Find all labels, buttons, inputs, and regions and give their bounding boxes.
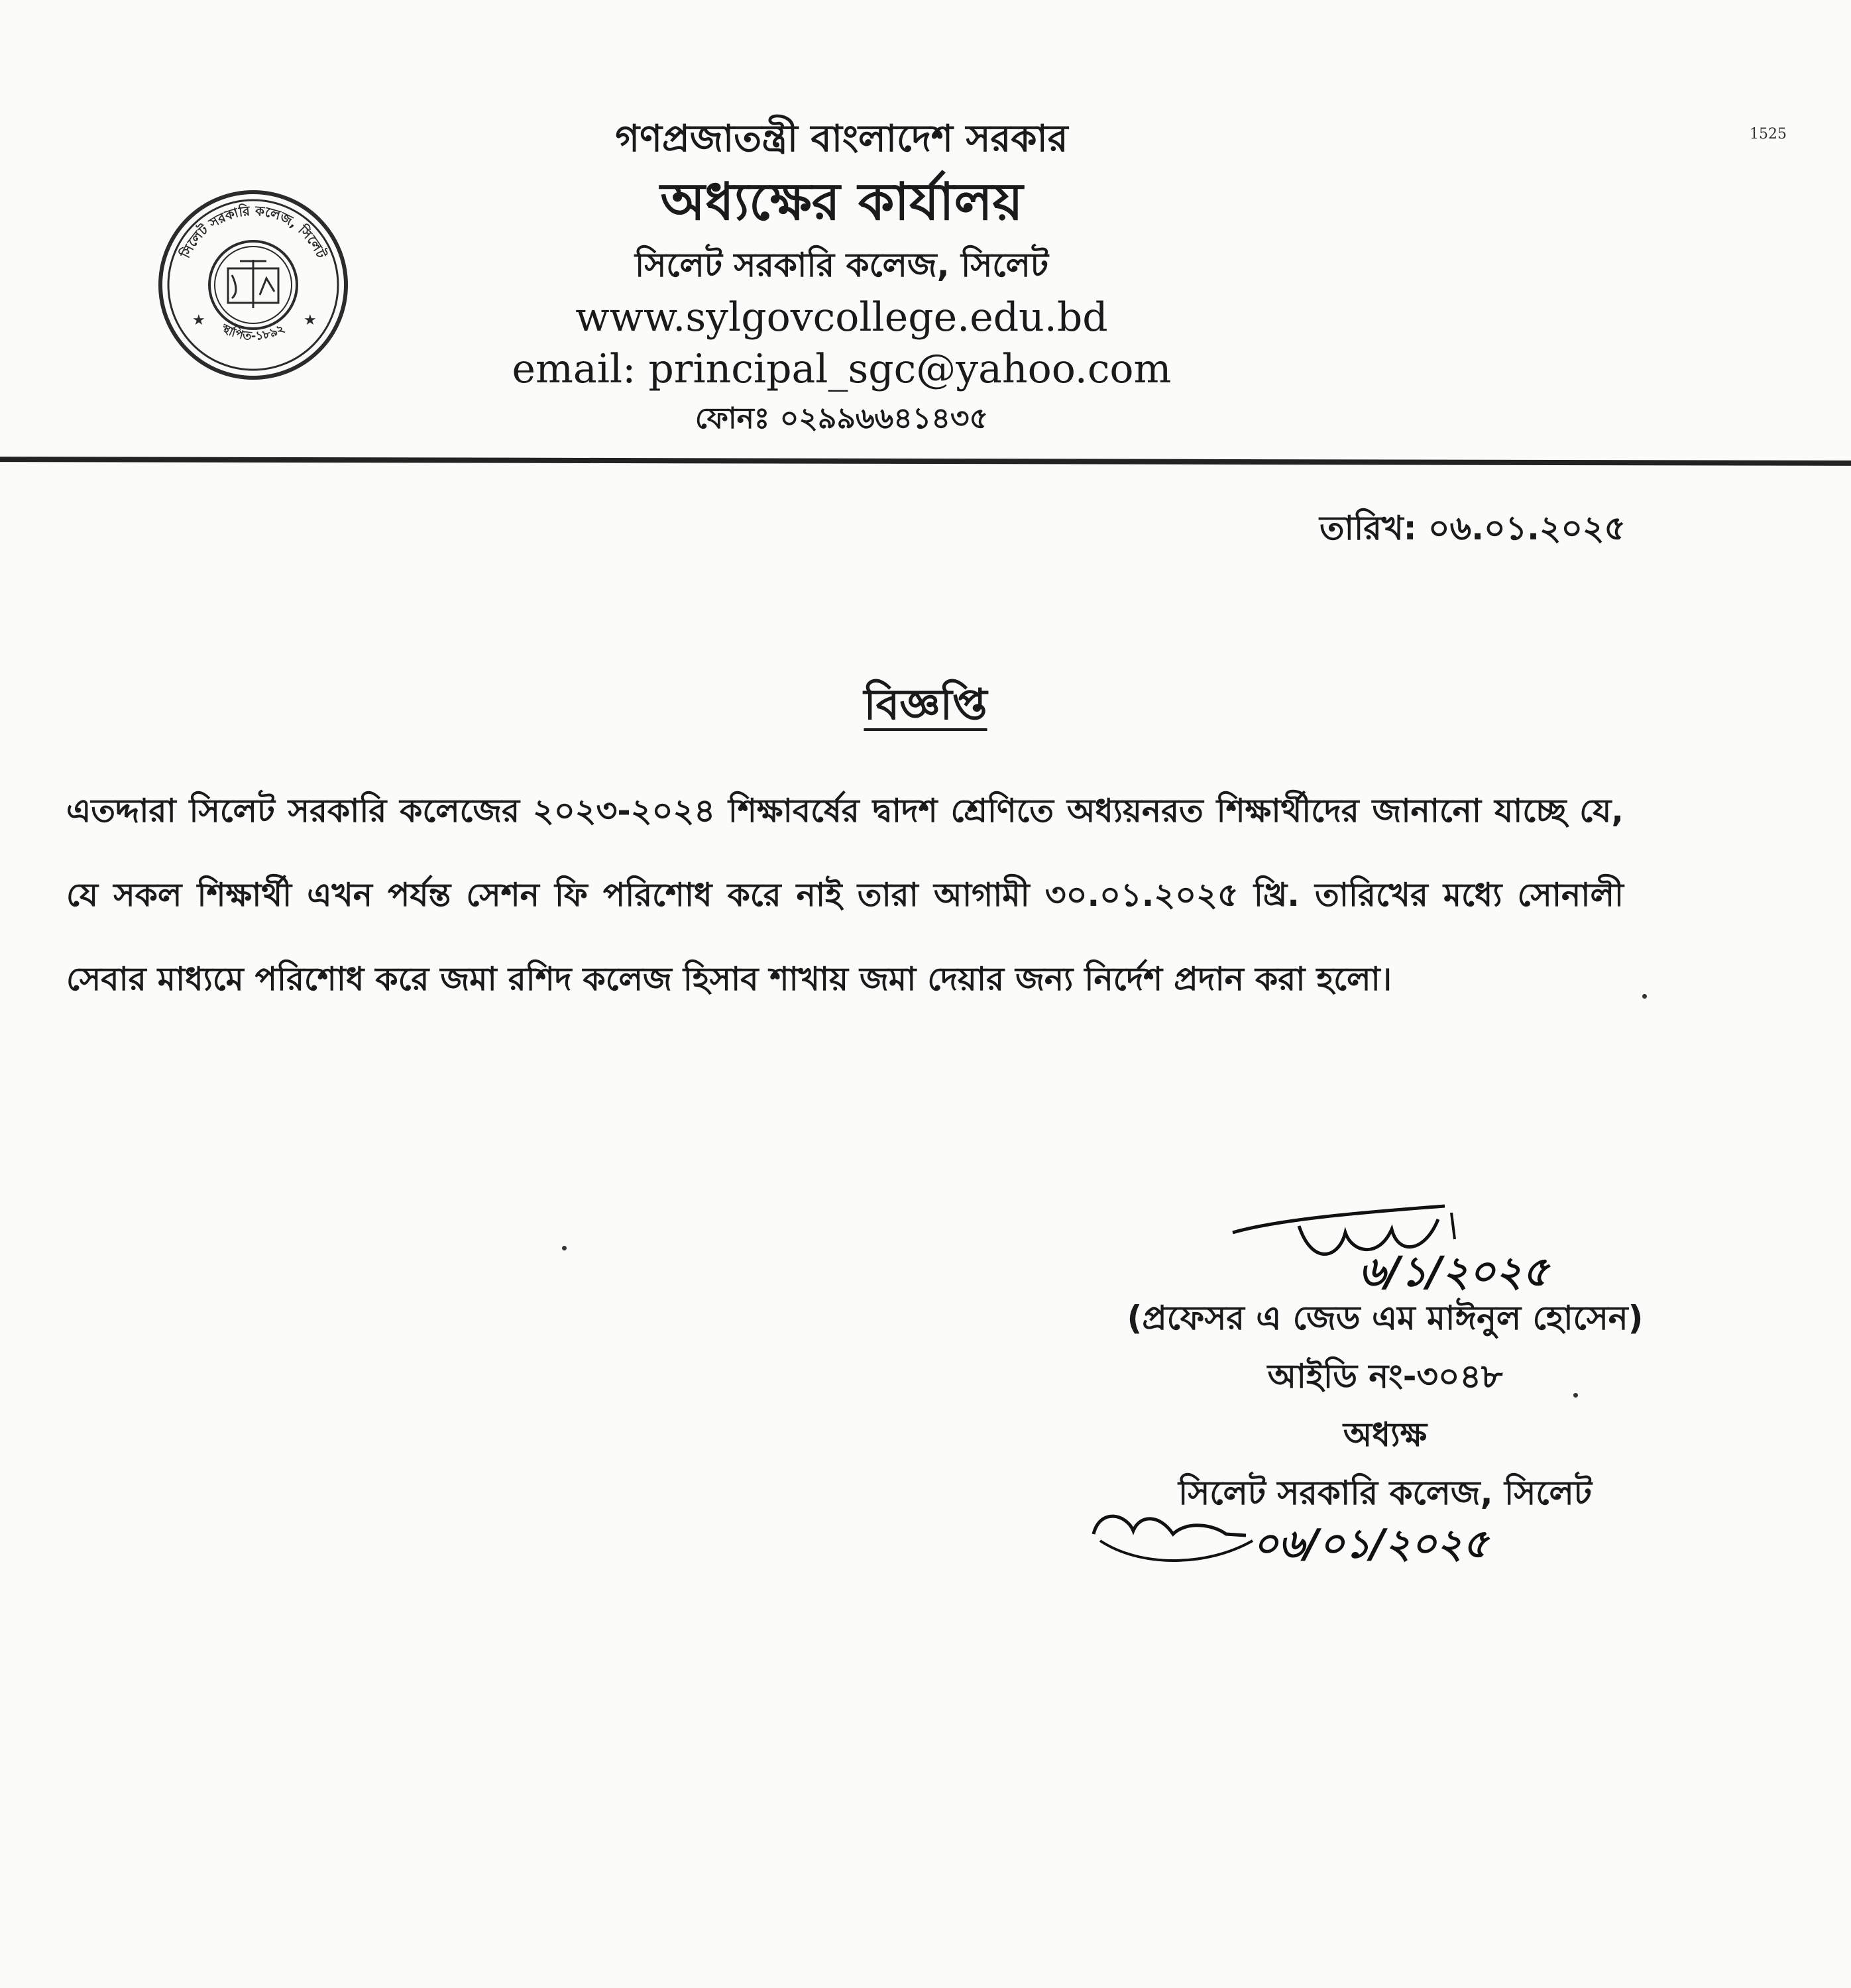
initial-date: ০৬/০১/২০২৫: [1253, 1521, 1488, 1567]
svg-text:★: ★: [192, 312, 205, 329]
header-divider: [0, 457, 1851, 466]
college-seal-icon: [154, 186, 353, 384]
letterhead: [504, 113, 1180, 443]
signatory-institution: সিলেট সরকারি কলেজ, সিলেট: [1178, 1474, 1592, 1512]
stray-dot: [562, 1246, 567, 1250]
website-link[interactable]: www.sylgovcollege.edu.bd: [575, 294, 1108, 341]
stray-dot: [1573, 1393, 1578, 1398]
notice-body: এতদ্দারা সিলেট সরকারি কলেজের ২০২৩-২০২৪ শিক্ষাবর্ষের দ্বাদশ শ্রেণিতে অধ্যয়নরত শিক্ষার্থীদের জানানো যাচ্ছে যে, যে সকল শিক্ষার্থী এখন পর্যন্ত সেশন ফি পরিশোধ করে নাই তারা আগামী ৩০.০১.২০২৫ খ্রি. তারিখের মধ্যে সোনালী সেবার মাধ্যমে পরিশোধ করে জমা রশিদ কলেজ হিসাব শাখায় জমা দেয়ার জন্য নির্দেশ প্রদান করা হলো।: [66, 792, 1624, 998]
stray-dot: [1642, 994, 1647, 999]
signatory-id: আইডি নং-৩০৪৮: [1267, 1357, 1503, 1396]
notice-title-text: বিজ্ঞপ্তি: [864, 681, 987, 730]
svg-text:★: ★: [304, 312, 317, 329]
initial-signature: [1087, 1494, 1498, 1580]
phone-number: ফোনঃ ০২৯৯৬৬৪১৪৩৫: [695, 402, 989, 435]
signature-block: [1087, 1289, 1683, 1522]
college-name: সিলেট সরকারি কলেজ, সিলেট: [635, 246, 1048, 284]
government-name: গণপ্রজাতন্ত্রী বাংলাদেশ সরকার: [615, 117, 1068, 160]
email-link[interactable]: email: principal_sgc@yahoo.com: [512, 346, 1172, 392]
serial-number: 1525: [1750, 126, 1787, 142]
notice-title: [0, 673, 1851, 744]
signature-date: ৬/১/২০২৫: [1359, 1247, 1549, 1292]
signatory-designation: অধ্যক্ষ: [1343, 1415, 1428, 1454]
notice-date: তারিখ: ০৬.০১.২০২৫: [1319, 509, 1626, 547]
principal-signature: [1226, 1193, 1597, 1292]
seal-top-text: সিলেট সরকারি কলেজ, সিলেট: [177, 202, 329, 261]
office-name: অধ্যক্ষের কার্যালয়: [660, 172, 1023, 232]
signatory-name: (প্রফেসর এ জেড এম মাঈনুল হোসেন): [1127, 1299, 1644, 1337]
seal-bottom-text: স্থাপিত-১৮৯২: [219, 321, 288, 344]
